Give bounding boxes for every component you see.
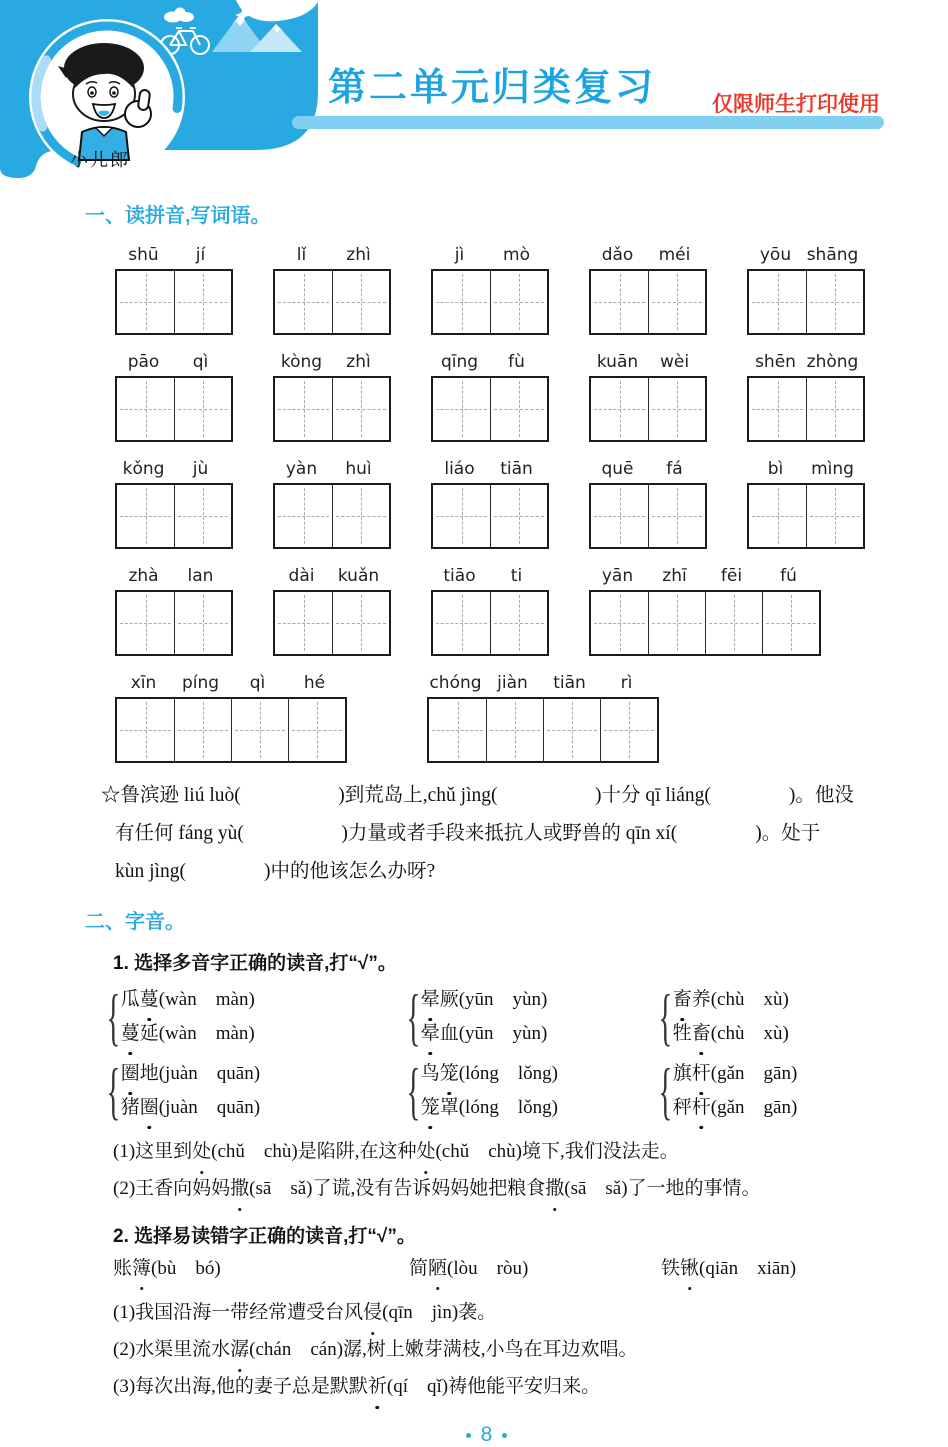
pinyin-syllable: fēi: [720, 566, 743, 586]
writing-cell: [543, 699, 600, 761]
pinyin-syllable: liáo: [444, 459, 475, 479]
writing-cell: [332, 485, 389, 547]
pinyin-syllable: mò: [503, 245, 530, 265]
brace: {: [406, 1055, 421, 1126]
choice-group: [658, 1055, 888, 1126]
writing-cell: [275, 592, 332, 654]
writing-cell: [749, 485, 806, 547]
word-choice: 晕血(yūn yùn): [421, 1017, 548, 1051]
pinyin-syllable: tiān: [553, 673, 586, 693]
writing-cell: [275, 271, 332, 333]
pinyin-syllable: méi: [658, 245, 691, 265]
pinyin-syllable: shū: [128, 245, 159, 265]
word-choice: 铁锹(qiān xiān): [661, 1252, 888, 1286]
writing-cell: [117, 592, 174, 654]
pinyin-syllable: zhà: [128, 566, 159, 586]
pinyin-syllables: [427, 665, 659, 693]
pinyin-word-group: [431, 558, 549, 656]
writing-box: [589, 376, 707, 442]
mascot-label: 小儿郎: [70, 150, 130, 170]
pinyin-syllables: [589, 451, 707, 479]
pinyin-syllable: dǎo: [601, 245, 634, 265]
writing-cell: [117, 485, 174, 547]
pinyin-syllable: ti: [510, 566, 523, 586]
exercise-sentence: (2)王香向妈妈撒(sā sǎ)了谎,没有告诉妈妈她把粮食撒(sā sǎ)了一地的事情。: [113, 1170, 888, 1207]
pinyin-syllables: [747, 237, 865, 265]
writing-cell: [806, 378, 863, 440]
writing-box: [431, 376, 549, 442]
paragraph-line: 有任何 fáng yù( )力量或者手段来抵抗人或野兽的 qīn xí( )。处于: [115, 823, 821, 844]
brace: {: [658, 1055, 673, 1126]
page-title: 第二单元归类复习: [328, 67, 657, 109]
emphasized-char: 笼: [421, 1091, 440, 1125]
word-choice: 猪圈(juàn quān): [121, 1091, 260, 1125]
section1-heading: 一、读拼音,写词语。: [85, 205, 271, 227]
pinyin-syllable: qì: [192, 352, 209, 372]
pinyin-syllable: zhì: [346, 352, 371, 372]
pinyin-word-group: [431, 237, 549, 335]
pinyin-word-group: [115, 344, 233, 442]
choice-group-row: [106, 981, 888, 1052]
emphasized-char: 杆: [692, 1091, 711, 1125]
brace: {: [106, 981, 121, 1052]
pinyin-syllable: yàn: [285, 459, 318, 479]
writing-cell: [600, 699, 657, 761]
pinyin-syllable: tiāo: [443, 566, 476, 586]
writing-cell: [591, 271, 648, 333]
pinyin-rows: [115, 237, 888, 763]
emphasized-char: 处: [192, 1133, 211, 1170]
pinyin-syllable: kuān: [596, 352, 639, 372]
writing-cell: [332, 592, 389, 654]
writing-cell: [705, 592, 762, 654]
page-header: [0, 0, 948, 185]
writing-cell: [749, 378, 806, 440]
choice-group-lines: [421, 1057, 558, 1125]
pinyin-word-group: [115, 237, 233, 335]
word-choice: 秤杆(gǎn gān): [673, 1091, 798, 1125]
pinyin-syllables: [115, 558, 233, 586]
pinyin-syllable: hé: [303, 673, 326, 693]
writing-cell: [117, 699, 174, 761]
pinyin-syllable: fá: [666, 459, 683, 479]
writing-cell: [117, 271, 174, 333]
footer-dot: [466, 1433, 471, 1438]
page-footer: [85, 1423, 888, 1447]
pinyin-syllables: [431, 558, 549, 586]
pinyin-syllable: mìng: [811, 459, 854, 479]
emphasized-char: 簿: [132, 1252, 151, 1286]
pinyin-syllable: shāng: [806, 245, 859, 265]
writing-cell: [174, 699, 231, 761]
footer-dot: [502, 1433, 507, 1438]
writing-box: [115, 590, 233, 656]
emphasized-char: 撒: [545, 1170, 564, 1207]
pinyin-word-group: [427, 665, 659, 763]
pinyin-syllable: rì: [620, 673, 633, 693]
pinyin-syllable: shēn: [755, 352, 796, 372]
writing-box: [427, 697, 659, 763]
writing-box: [589, 590, 821, 656]
writing-cell: [174, 271, 231, 333]
writing-cell: [490, 592, 547, 654]
emphasized-char: 侵: [363, 1294, 382, 1331]
emphasized-char: 圈: [140, 1091, 159, 1125]
exercise-sentence: (1)这里到处(chǔ chù)是陷阱,在这种处(chǔ chù)境下,我们没法走。: [113, 1133, 888, 1170]
pinyin-syllable: xīn: [130, 673, 157, 693]
writing-cell: [332, 271, 389, 333]
pinyin-syllable: kǒng: [122, 459, 165, 479]
choice-group-row: [106, 1055, 888, 1126]
exercise-sentence: (2)水渠里流水潺(chán cán)潺,树上嫩芽满枝,小鸟在耳边欢唱。: [113, 1331, 888, 1368]
writing-box: [273, 269, 391, 335]
pinyin-syllable: quē: [601, 459, 634, 479]
word-choice: 牲畜(chù xù): [673, 1017, 789, 1051]
pinyin-syllables: [115, 665, 347, 693]
writing-cell: [648, 271, 705, 333]
exercise-sentence: (3)每次出海,他的妻子总是默默祈(qí qǐ)祷他能平安归来。: [113, 1368, 888, 1405]
pinyin-syllable: bì: [767, 459, 784, 479]
word-choice: 笼罩(lóng lǒng): [421, 1091, 558, 1125]
pinyin-syllable: jù: [192, 459, 209, 479]
writing-cell: [806, 271, 863, 333]
pinyin-syllable: zhī: [662, 566, 687, 586]
pinyin-syllable: jí: [195, 245, 206, 265]
writing-cell: [174, 592, 231, 654]
choice-group: [406, 1055, 662, 1126]
pinyin-syllable: kòng: [280, 352, 323, 372]
brace: {: [106, 1055, 121, 1126]
pinyin-word-group: [747, 344, 865, 442]
pinyin-syllable: dài: [288, 566, 315, 586]
pinyin-word-group: [747, 451, 865, 549]
worksheet-body: [0, 199, 948, 1447]
writing-box: [747, 269, 865, 335]
writing-cell: [806, 485, 863, 547]
writing-box: [431, 269, 549, 335]
writing-cell: [591, 485, 648, 547]
pinyin-row: [115, 344, 888, 442]
pinyin-word-group: [431, 344, 549, 442]
choice-group-rows: [85, 983, 888, 1125]
writing-cell: [433, 378, 490, 440]
exercise-sentence: (1)我国沿海一带经常遭受台风侵(qīn jìn)袭。: [113, 1294, 888, 1331]
pinyin-syllable: píng: [181, 673, 220, 693]
pinyin-syllables: [747, 344, 865, 372]
pinyin-syllables: [747, 451, 865, 479]
pinyin-syllables: [589, 237, 707, 265]
writing-box: [431, 590, 549, 656]
pinyin-syllables: [431, 451, 549, 479]
writing-cell: [174, 485, 231, 547]
writing-cell: [275, 378, 332, 440]
emphasized-char: 蔓: [140, 983, 159, 1017]
emphasized-char: 圈: [121, 1057, 140, 1091]
brace: {: [658, 981, 673, 1052]
pinyin-syllable: wèi: [659, 352, 690, 372]
writing-cell: [332, 378, 389, 440]
writing-cell: [490, 271, 547, 333]
writing-cell: [648, 378, 705, 440]
paragraph-line: ☆鲁滨逊 liú luò( )到荒岛上,chǔ jìng( )十分 qī liáng( )。他没: [101, 785, 854, 806]
writing-cell: [591, 592, 648, 654]
writing-cell: [591, 378, 648, 440]
writing-cell: [433, 485, 490, 547]
writing-box: [115, 697, 347, 763]
pinyin-syllable: yōu: [759, 245, 792, 265]
pinyin-syllables: [115, 344, 233, 372]
item2-words-row: [113, 1252, 888, 1286]
writing-cell: [648, 485, 705, 547]
choice-group: [658, 981, 888, 1052]
pinyin-syllable: jiàn: [497, 673, 528, 693]
writing-cell: [648, 592, 705, 654]
pinyin-syllables: [431, 237, 549, 265]
emphasized-char: 锹: [680, 1252, 699, 1286]
pinyin-syllable: fù: [508, 352, 525, 372]
writing-cell: [117, 378, 174, 440]
emphasized-char: 畜: [692, 1017, 711, 1051]
pinyin-row: [115, 665, 888, 763]
writing-box: [115, 376, 233, 442]
writing-cell: [231, 699, 288, 761]
emphasized-char: 晕: [421, 1017, 440, 1051]
pinyin-syllable: chóng: [429, 673, 482, 693]
emphasized-char: 蔓: [121, 1017, 140, 1051]
word-choice: 圈地(juàn quān): [121, 1057, 260, 1091]
writing-box: [115, 269, 233, 335]
word-choice: 瓜蔓(wàn màn): [121, 983, 255, 1017]
emphasized-char: 晕: [421, 983, 440, 1017]
pinyin-syllable: tiān: [500, 459, 533, 479]
writing-cell: [749, 271, 806, 333]
choice-group-lines: [673, 983, 789, 1051]
writing-box: [273, 376, 391, 442]
choice-group: [406, 981, 662, 1052]
pinyin-syllable: lan: [187, 566, 214, 586]
pinyin-word-group: [273, 237, 391, 335]
word-choice: 畜养(chù xù): [673, 983, 789, 1017]
word-choice: 旗杆(gǎn gān): [673, 1057, 798, 1091]
word-choice: 蔓延(wàn màn): [121, 1017, 255, 1051]
pinyin-word-group: [273, 344, 391, 442]
pinyin-syllable: zhì: [346, 245, 371, 265]
pinyin-syllables: [273, 237, 391, 265]
page-number: 8: [480, 1423, 493, 1446]
emphasized-char: 陋: [428, 1252, 447, 1286]
title-underline-bar: [292, 116, 884, 129]
pinyin-syllable: pāo: [127, 352, 160, 372]
writing-box: [589, 483, 707, 549]
pinyin-word-group: [115, 558, 233, 656]
emphasized-char: 笼: [440, 1057, 459, 1091]
emphasized-char: 潺: [230, 1331, 249, 1368]
choice-group: [106, 981, 410, 1052]
pinyin-syllable: yān: [601, 566, 634, 586]
writing-box: [589, 269, 707, 335]
pinyin-row: [115, 237, 888, 335]
writing-box: [115, 483, 233, 549]
pinyin-syllable: jì: [454, 245, 465, 265]
pinyin-row: [115, 558, 888, 656]
emphasized-char: 祈: [368, 1368, 387, 1405]
pinyin-word-group: [115, 665, 347, 763]
writing-box: [273, 483, 391, 549]
pinyin-syllable: huì: [345, 459, 372, 479]
emphasized-char: 杆: [692, 1057, 711, 1091]
writing-cell: [288, 699, 345, 761]
pinyin-syllable: kuǎn: [337, 566, 380, 586]
writing-box: [747, 483, 865, 549]
pinyin-word-group: [273, 558, 391, 656]
pinyin-syllable: qīng: [440, 352, 479, 372]
writing-box: [431, 483, 549, 549]
word-choice: 鸟笼(lóng lǒng): [421, 1057, 558, 1091]
writing-cell: [275, 485, 332, 547]
pinyin-syllables: [589, 344, 707, 372]
pinyin-syllables: [431, 344, 549, 372]
choice-group: [106, 1055, 410, 1126]
item2-title: 2. 选择易读错字正确的读音,打“√”。: [113, 1226, 416, 1247]
word-choice: 晕厥(yūn yùn): [421, 983, 548, 1017]
item1-title: 1. 选择多音字正确的读音,打“√”。: [113, 953, 397, 974]
writing-cell: [174, 378, 231, 440]
item2-sentences: [85, 1294, 888, 1405]
writing-box: [273, 590, 391, 656]
pinyin-word-group: [747, 237, 865, 335]
choice-group-lines: [421, 983, 548, 1051]
pinyin-syllables: [589, 558, 821, 586]
pinyin-word-group: [115, 451, 233, 549]
pinyin-syllables: [273, 558, 391, 586]
pinyin-syllables: [273, 451, 391, 479]
paragraph-line: kùn jìng( )中的他该怎么办呀?: [115, 861, 436, 882]
pinyin-syllables: [273, 344, 391, 372]
choice-group-lines: [121, 1057, 260, 1125]
pinyin-syllable: zhòng: [806, 352, 859, 372]
pinyin-word-group: [589, 451, 707, 549]
pinyin-syllables: [115, 237, 233, 265]
emphasized-char: 撒: [230, 1170, 249, 1207]
choice-group-lines: [121, 983, 255, 1051]
pinyin-syllable: fú: [780, 566, 797, 586]
writing-cell: [433, 592, 490, 654]
writing-cell: [490, 378, 547, 440]
pinyin-word-group: [273, 451, 391, 549]
word-choice: 账簿(bù bó): [113, 1252, 409, 1286]
pinyin-word-group: [589, 237, 707, 335]
print-notice: 仅限师生打印使用: [712, 93, 880, 116]
brace: {: [406, 981, 421, 1052]
emphasized-char: 处: [416, 1133, 435, 1170]
writing-cell: [490, 485, 547, 547]
pinyin-syllable: lǐ: [296, 245, 307, 265]
emphasized-char: 畜: [673, 983, 692, 1017]
choice-group-lines: [673, 1057, 798, 1125]
pinyin-word-group: [589, 558, 821, 656]
writing-cell: [429, 699, 486, 761]
writing-cell: [762, 592, 819, 654]
writing-cell: [486, 699, 543, 761]
writing-cell: [433, 271, 490, 333]
writing-box: [747, 376, 865, 442]
pinyin-row: [115, 451, 888, 549]
pinyin-syllable: qì: [249, 673, 266, 693]
robinson-paragraph: [101, 777, 888, 891]
pinyin-syllables: [115, 451, 233, 479]
pinyin-word-group: [589, 344, 707, 442]
word-choice: 简陋(lòu ròu): [409, 1252, 661, 1286]
pinyin-word-group: [431, 451, 549, 549]
section2-heading: 二、字音。: [85, 911, 185, 933]
item1-sentences: [85, 1133, 888, 1207]
